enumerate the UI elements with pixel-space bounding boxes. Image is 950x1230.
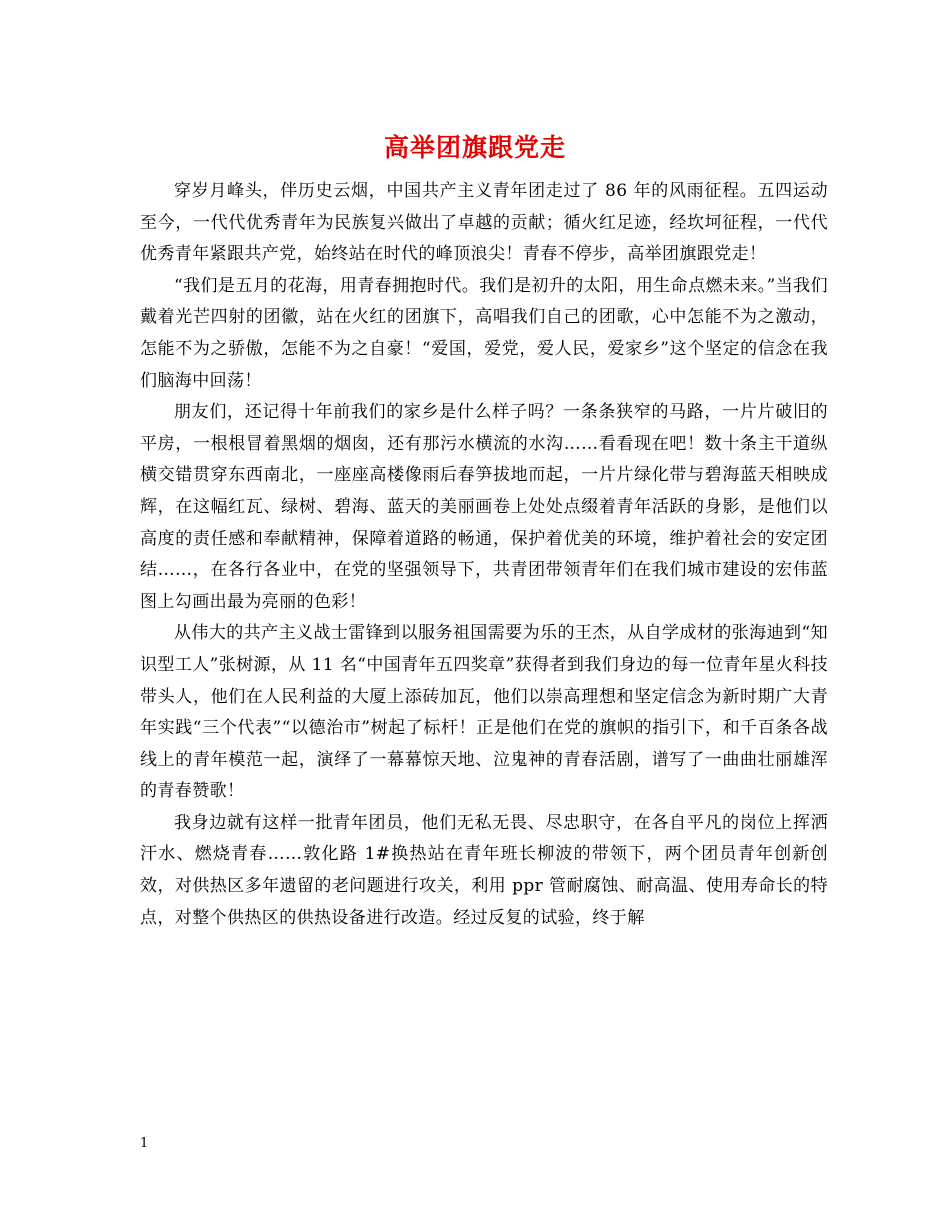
paragraph: 从伟大的共产主义战士雷锋到以服务祖国需要为乐的王杰，从自学成材的张海迪到“知识型工人”张树源，从 11 名“中国青年五四奖章”获得者到我们身边的每一位青年星火科技带头人，他们在人民利益的大厦上添砖加瓦，他们以崇高理想和坚定信念为新时期广大青年实践“三个代表”“以德治市”树起了标杆！正是他们在党的旗帜的指引下，和千百条各战线上的青年模范一起，演绎了一幕幕惊天地、泣鬼神的青春活剧，谱写了一曲曲壮丽雄浑的青春赞歌！ [140, 623, 828, 802]
document-title: 高举团旗跟党走 [383, 133, 566, 162]
paragraph: 我身边就有这样一批青年团员，他们无私无畏、尽忠职守，在各自平凡的岗位上挥洒汗水、燃烧青春……敦化路 1#换热站在青年班长柳波的带领下，两个团员青年创新创效，对供热区多年遗留的老问题进行攻关，利用 ppr 管耐腐蚀、耐高温、使用寿命长的特点，对整个供热区的供热设备进行改造。经过反复的试验，终于解 [140, 812, 828, 928]
paragraph: 朋友们，还记得十年前我们的家乡是什么样子吗？一条条狭窄的马路，一片片破旧的平房，一根根冒着黑烟的烟囱，还有那污水横流的水沟……看看现在吧！数十条主干道纵横交错贯穿东西南北，一座座高楼像雨后春笋拔地而起，一片片绿化带与碧海蓝天相映成辉，在这幅红瓦、绿树、碧海、蓝天的美丽画卷上处处点缀着青年活跃的身影，是他们以高度的责任感和奉献精神，保障着道路的畅通，保护着优美的环境，维护着社会的安定团结……，在各行各业中，在党的坚强领导下，共青团带领青年们在我们城市建设的宏伟蓝图上勾画出最为亮丽的色彩！ [140, 402, 828, 612]
paragraph: 穿岁月峰头，伴历史云烟，中国共产主义青年团走过了 86 年的风雨征程。五四运动至今，一代代优秀青年为民族复兴做出了卓越的贡献；循火红足迹，经坎坷征程，一代代优秀青年紧跟共产党，始终站在时代的峰顶浪尖！青春不停步，高举团旗跟党走！ [140, 181, 828, 265]
document-body [140, 176, 828, 934]
page-number: 1 [140, 1136, 149, 1151]
paragraph: “我们是五月的花海，用青春拥抱时代。我们是初升的太阳，用生命点燃未来。”当我们戴着光芒四射的团徽，站在火红的团旗下，高唱我们自己的团歌，心中怎能不为之激动，怎能不为之骄傲，怎能不为之自豪！“爱国，爱党，爱人民，爱家乡”这个坚定的信念在我们脑海中回荡！ [140, 275, 828, 391]
